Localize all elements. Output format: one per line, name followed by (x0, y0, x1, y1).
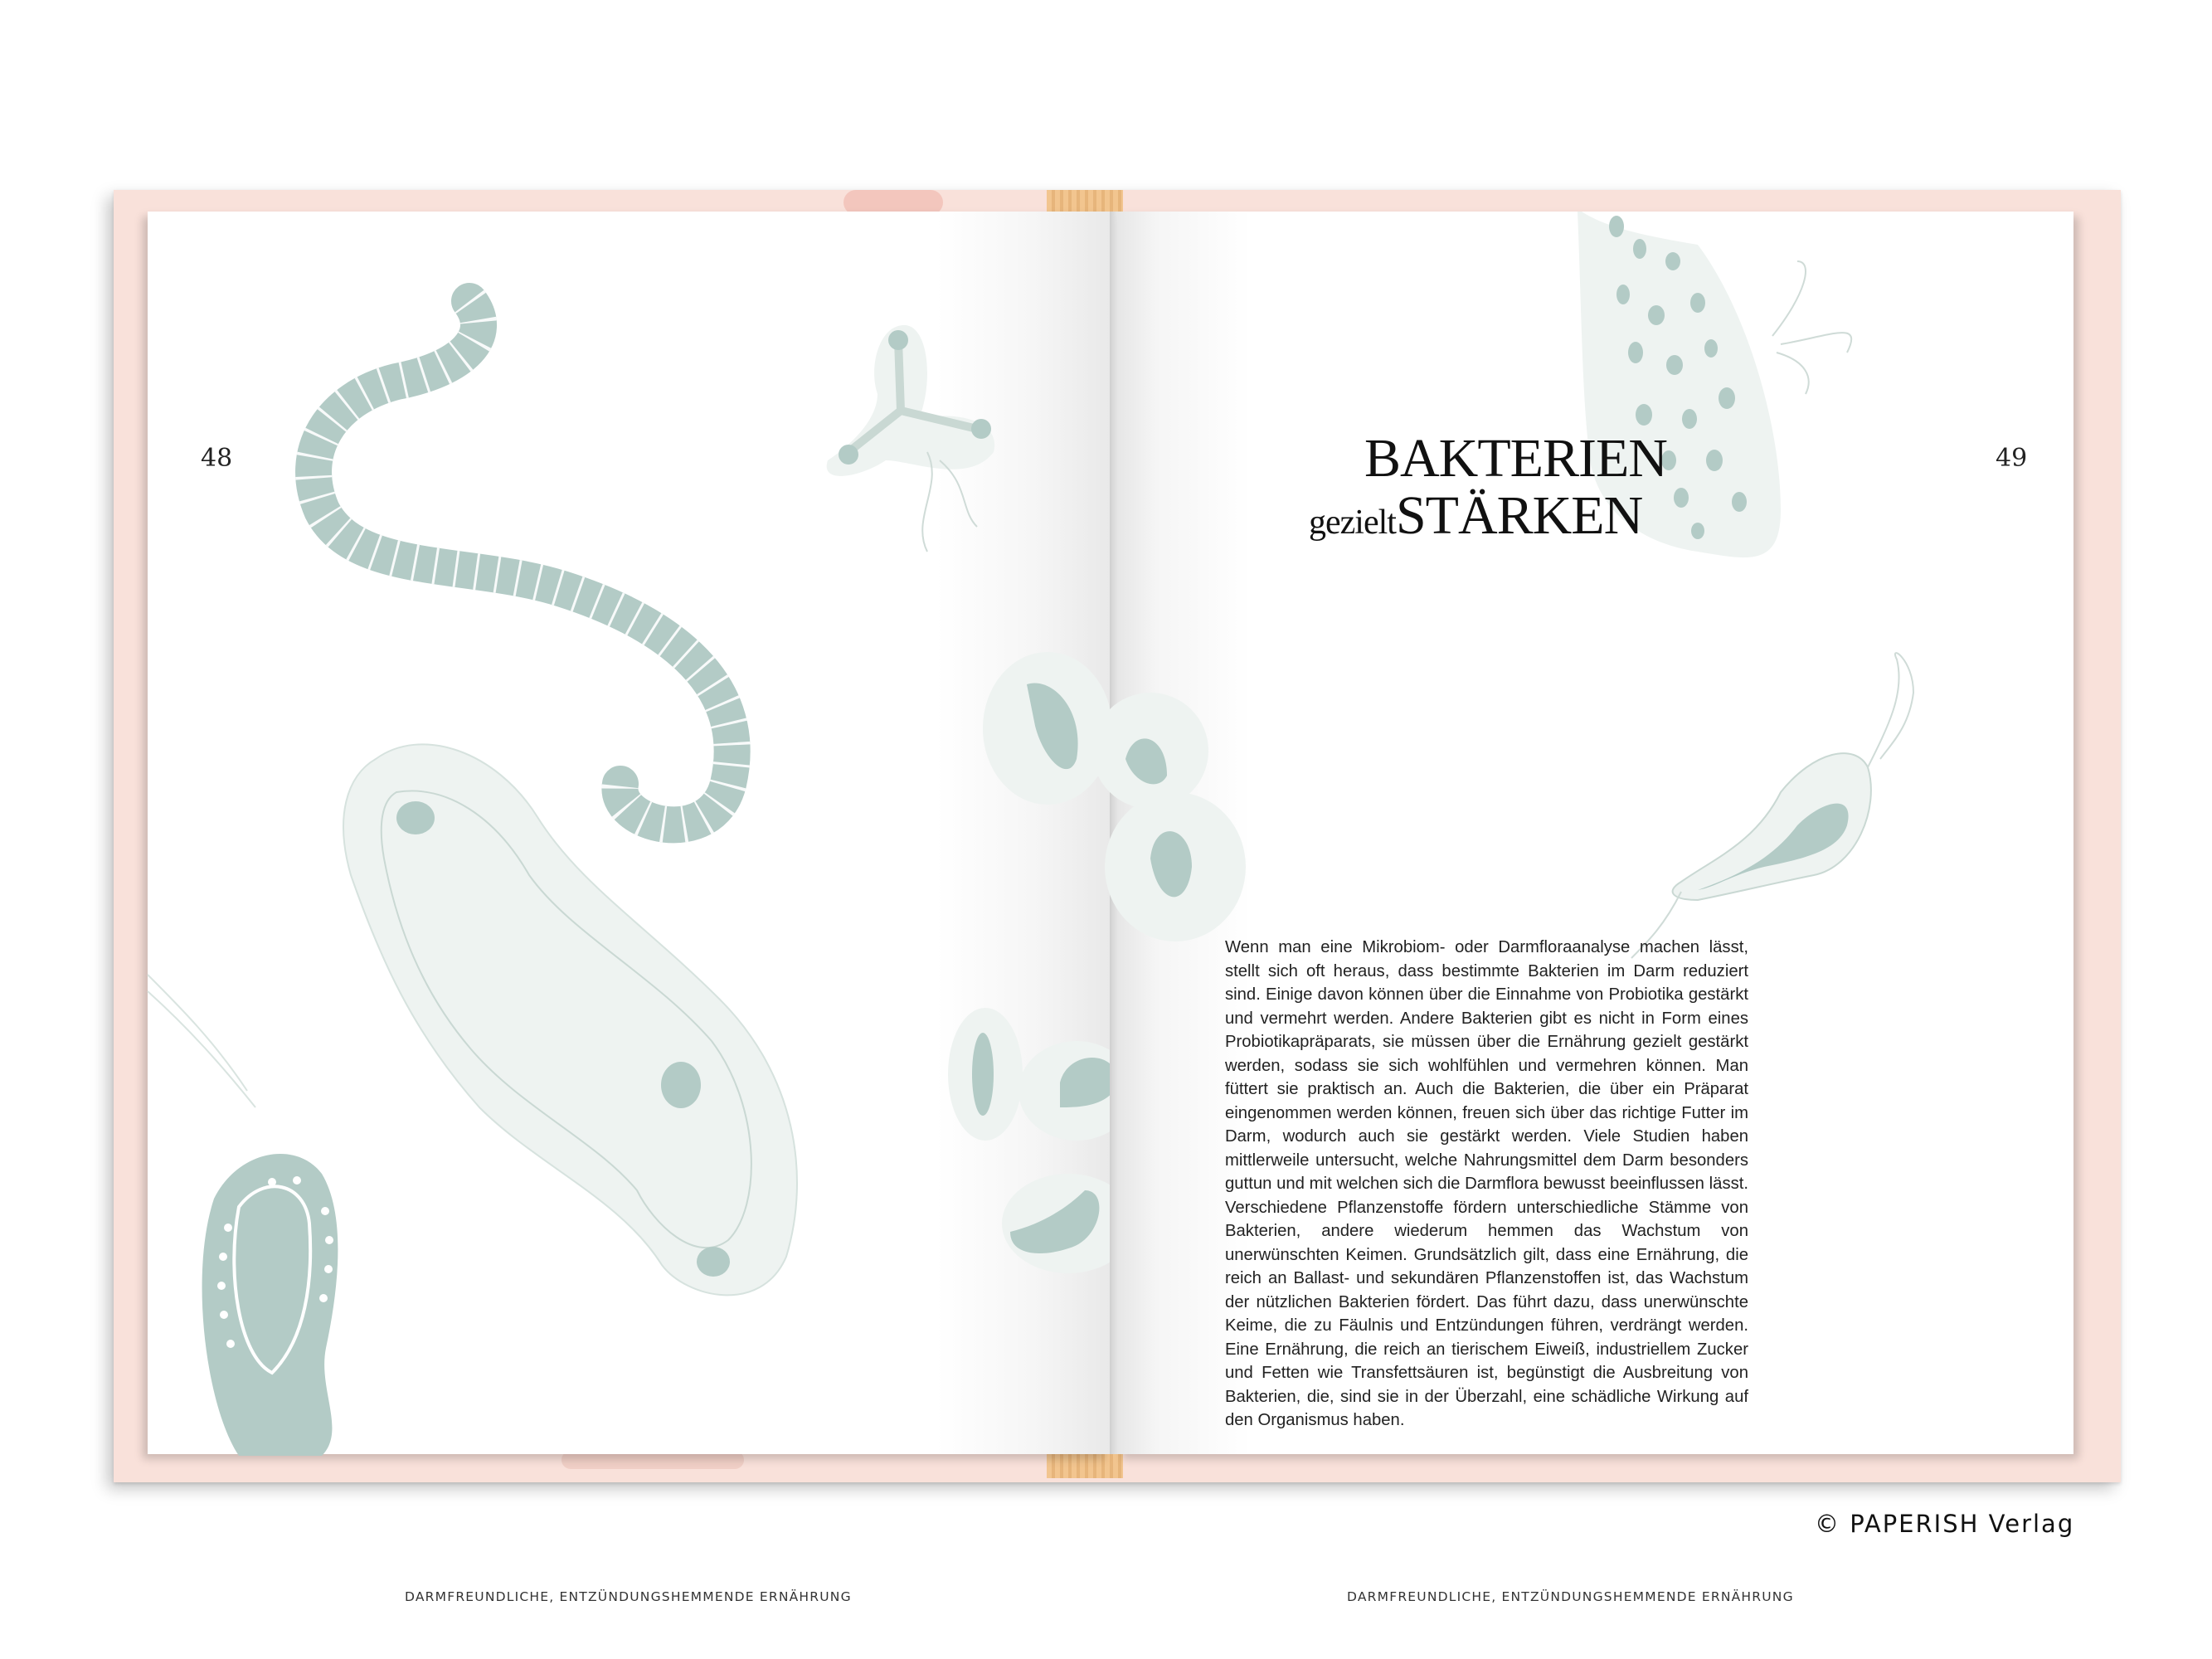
bookmark-ribbon-end (1047, 1453, 1123, 1478)
body-paragraph: Wenn man eine Mikrobiom- oder Darmfloraanalyse machen lässt, stellt sich oft heraus, dass bestimmte Bakterien im Darm reduziert sind. Einige davon können über die Einnahme von Probiotika gestärkt und vermehrt werden. Andere Bakterien gibt es nicht in Form eines Probiotikapräparats, sie müssen über die Ernährung gezielt gestärkt werden, sodass sie sich wohlfühlen und vermehren können. Man füttert sie praktisch an. Auch die Bakterien, die über ein Präparat eingenommen werden können, freuen sich über das richtige Futter im Darm, wodurch auch sie gestärkt werden. Viele Studien haben mittlerweile untersucht, welche Nahrungsmittel dem Darm besonders guttun und mit welchen sich die Darmflora bewusst beeinflussen lässt. Verschiedene Pflanzenstoffe fördern unterschiedliche Stämme von Bakterien, andere wiederum hemmen das Wachstum von unerwünschten Keimen. Grundsätzlich gilt, dass eine Ernährung, die reich an Ballast- und sekundären Pflanzenstoffen ist, das Wachstum der nützlichen Bakterien fördert. Das führt dazu, dass unerwünschte Keime, die zu Fäulnis und Entzündungen führen, verdrängt werden. Eine Ernährung, die reich an tierischem Eiweiß, industriellem Zucker und Fetten wie Transfettsäuren ist, begünstigt die Ausbreitung von Bakterien, die, sind sie in der Überzahl, eine schädliche Wirkung auf den Organismus haben. (1225, 938, 1748, 1429)
page-footer-left: DARMFREUNDLICHE, ENTZÜNDUNGSHEMMENDE ERNÄHRUNG (405, 1589, 852, 1604)
spiral-bacterium-icon (314, 301, 732, 825)
chapter-title-line2 (1309, 485, 1643, 546)
amoeba-icon (343, 744, 797, 1295)
left-page (148, 212, 1110, 1604)
page-number-right: 49 (1996, 444, 2028, 473)
chapter-title-big: STÄRKEN (1395, 485, 1643, 546)
page-footer-right: DARMFREUNDLICHE, ENTZÜNDUNGSHEMMENDE ERNÄHRUNG (1347, 1589, 1794, 1604)
star-microbe-icon (827, 325, 994, 552)
page-number-left: 48 (201, 444, 233, 473)
spotted-bacterium-icon (148, 975, 338, 1456)
copyright-notice: © PAPERISH Verlag (1815, 1510, 2075, 1538)
chapter-title-line1: BAKTERIEN (1364, 428, 1667, 489)
left-page-illustrations (148, 212, 1110, 1454)
chapter-title-small: gezielt (1309, 504, 1396, 542)
flagellate-icon (1631, 653, 1913, 958)
